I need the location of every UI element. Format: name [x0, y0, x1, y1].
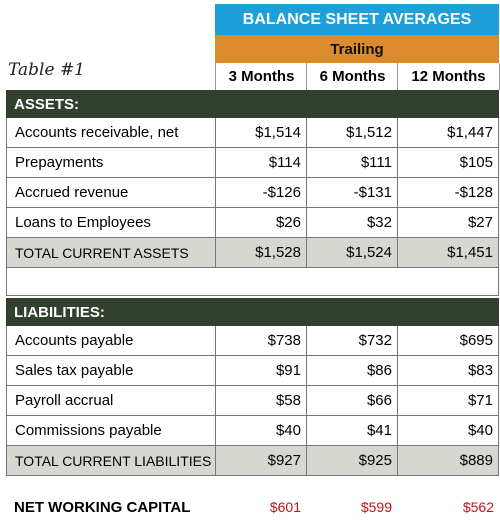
cell-6m: -$131	[306, 178, 397, 207]
cell-3m: $927	[215, 446, 306, 475]
cell-12m: $71	[397, 386, 499, 415]
cell-6m: $66	[306, 386, 397, 415]
table-title: BALANCE SHEET AVERAGES	[215, 4, 499, 35]
row-label: Accounts payable	[6, 326, 215, 355]
table-row	[6, 356, 499, 386]
row-label: Payroll accrual	[6, 386, 215, 415]
row-label: TOTAL CURRENT ASSETS	[6, 238, 215, 267]
row-label: Accounts receivable, net	[6, 118, 215, 147]
cell-3m: $738	[215, 326, 306, 355]
table-row	[6, 118, 499, 148]
cell-12m: $889	[397, 446, 499, 475]
cell-6m: $1,524	[306, 238, 397, 267]
total-current-liabilities-row	[6, 446, 499, 476]
spacer-row	[6, 268, 499, 296]
cell-6m: $1,512	[306, 118, 397, 147]
table-row	[6, 386, 499, 416]
table-caption: Table #1	[8, 60, 85, 80]
row-label: Sales tax payable	[6, 356, 215, 385]
table-row	[6, 208, 499, 238]
cell-12m: $40	[397, 416, 499, 445]
net-working-capital-row	[6, 490, 499, 524]
row-label: TOTAL CURRENT LIABILITIES	[6, 446, 215, 475]
cell-6m: $599	[360, 499, 392, 515]
cell-3m: $114	[215, 148, 306, 177]
liabilities-section-header: LIABILITIES:	[6, 298, 499, 326]
cell-3m: $1,528	[215, 238, 306, 267]
cell-3m: $26	[215, 208, 306, 237]
row-label: Loans to Employees	[6, 208, 215, 237]
cell-6m: $32	[306, 208, 397, 237]
cell-6m: $925	[306, 446, 397, 475]
cell-12m: $83	[397, 356, 499, 385]
cell-12m: -$128	[397, 178, 499, 207]
total-current-assets-row	[6, 238, 499, 268]
column-header-3-months: 3 Months	[215, 63, 307, 90]
cell-12m: $1,447	[397, 118, 499, 147]
row-label: NET WORKING CAPITAL	[14, 498, 191, 516]
column-header-6-months: 6 Months	[306, 63, 398, 90]
cell-3m: $91	[215, 356, 306, 385]
table-row	[6, 416, 499, 446]
row-label: Prepayments	[6, 148, 215, 177]
column-header-12-months: 12 Months	[397, 63, 500, 90]
table-row	[6, 178, 499, 208]
cell-12m: $1,451	[397, 238, 499, 267]
table-row	[6, 148, 499, 178]
cell-3m: -$126	[215, 178, 306, 207]
table-subtitle: Trailing	[215, 35, 499, 63]
cell-12m: $562	[462, 499, 494, 515]
cell-3m: $40	[215, 416, 306, 445]
table-row	[6, 326, 499, 356]
cell-12m: $27	[397, 208, 499, 237]
cell-6m: $86	[306, 356, 397, 385]
cell-6m: $111	[306, 148, 397, 177]
cell-3m: $601	[269, 499, 301, 515]
cell-6m: $41	[306, 416, 397, 445]
assets-section-header: ASSETS:	[6, 90, 499, 118]
row-label: Commissions payable	[6, 416, 215, 445]
cell-3m: $1,514	[215, 118, 306, 147]
cell-3m: $58	[215, 386, 306, 415]
row-label: Accrued revenue	[6, 178, 215, 207]
cell-6m: $732	[306, 326, 397, 355]
cell-12m: $105	[397, 148, 499, 177]
cell-12m: $695	[397, 326, 499, 355]
